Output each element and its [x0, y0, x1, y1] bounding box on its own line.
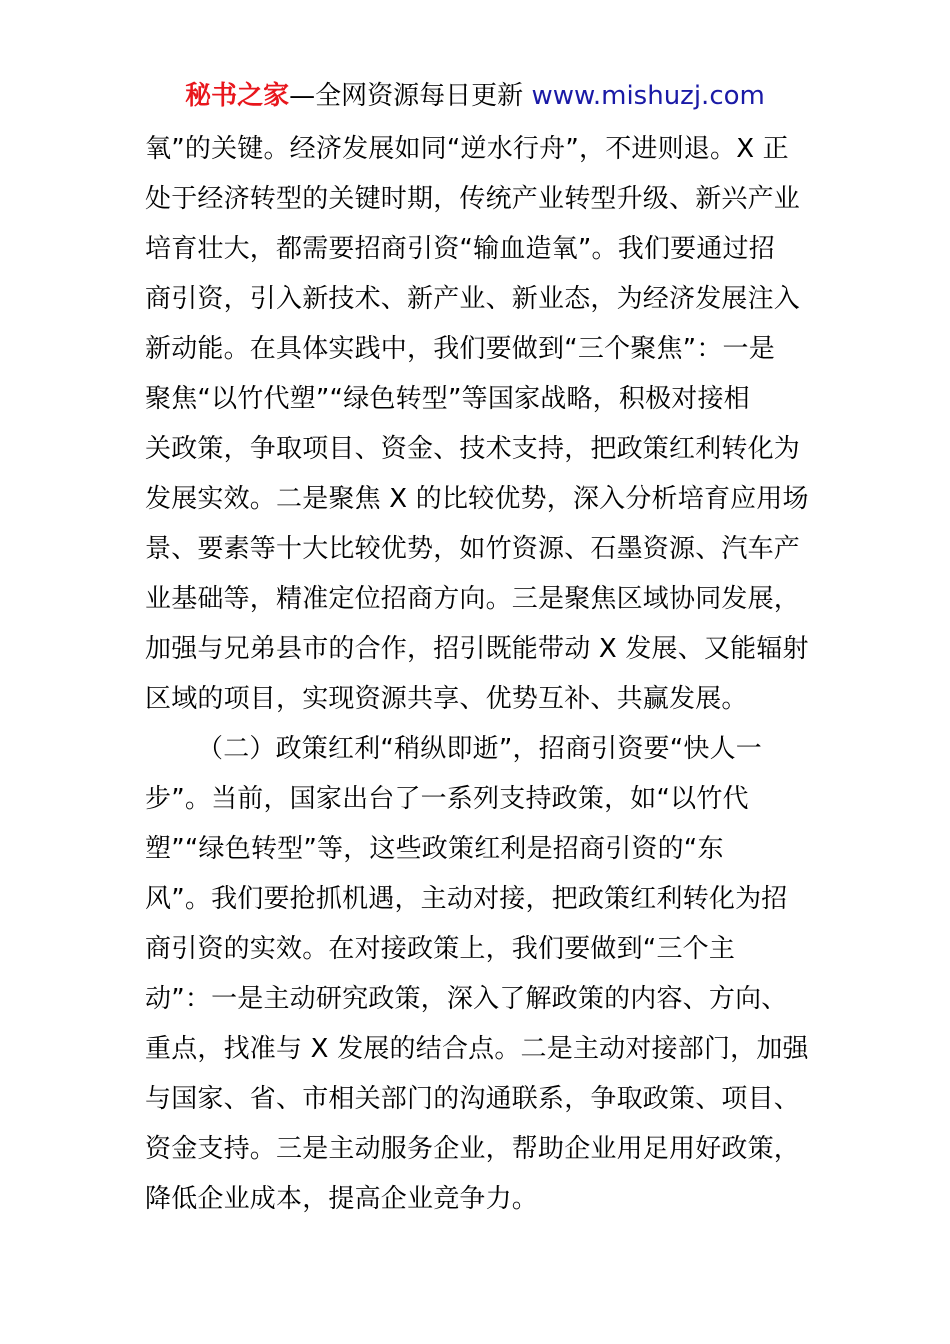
section-heading-line: （二）政策红利“稍纵即逝”，招商引资要“快人一 — [197, 734, 763, 764]
text-line: 发展实效。二是聚焦 X 的比较优势，深入分析培育应用场 — [145, 484, 809, 514]
text-line: 区域的项目，实现资源共享、优势互补、共赢发展。 — [145, 684, 748, 714]
text-line: 塑”“绿色转型”等，这些政策红利是招商引资的“东 — [145, 834, 724, 864]
header-tagline: —全网资源每日更新 — [289, 81, 524, 111]
text-line: 聚焦“以竹代塑”“绿色转型”等国家战略，积极对接相 — [145, 384, 750, 414]
text-line: 景、要素等十大比较优势，如竹资源、石墨资源、汽车产 — [145, 534, 801, 564]
text-line: 加强与兄弟县市的合作，招引既能带动 X 发展、又能辐射 — [145, 634, 809, 664]
text-line: 培育壮大，都需要招商引资“输血造氧”。我们要通过招 — [145, 234, 775, 264]
text-line: 商引资的实效。在对接政策上，我们要做到“三个主 — [145, 934, 736, 964]
document-body — [145, 124, 810, 1224]
text-line: 降低企业成本，提高企业竞争力。 — [145, 1184, 539, 1214]
text-line: 处于经济转型的关键时期，传统产业转型升级、新兴产业 — [145, 184, 801, 214]
text-line: 重点，找准与 X 发展的结合点。二是主动对接部门，加强 — [145, 1034, 809, 1064]
text-line: 步”。当前，国家出台了一系列支持政策，如“以竹代 — [145, 784, 749, 814]
text-line: 业基础等，精准定位招商方向。三是聚焦区域协同发展， — [145, 584, 801, 614]
site-url-link[interactable]: www.mishuzj.com — [531, 81, 765, 111]
text-line: 新动能。在具体实践中，我们要做到“三个聚焦”：一是 — [145, 334, 775, 364]
text-line: 关政策，争取项目、资金、技术支持，把政策红利转化为 — [145, 434, 801, 464]
text-line: 与国家、省、市相关部门的沟通联系，争取政策、项目、 — [145, 1084, 801, 1114]
text-line: 氧”的关键。经济发展如同“逆水行舟”，不进则退。X 正 — [145, 134, 789, 164]
text-line: 商引资，引入新技术、新产业、新业态，为经济发展注入 — [145, 284, 801, 314]
text-line: 动”：一是主动研究政策，深入了解政策的内容、方向、 — [145, 984, 788, 1014]
text-line: 风”。我们要抢抓机遇，主动对接，把政策红利转化为招 — [145, 884, 788, 914]
brand-name: 秘书之家 — [185, 81, 290, 111]
text-line: 资金支持。三是主动服务企业，帮助企业用足用好政策， — [145, 1134, 801, 1164]
page-header — [0, 78, 950, 114]
